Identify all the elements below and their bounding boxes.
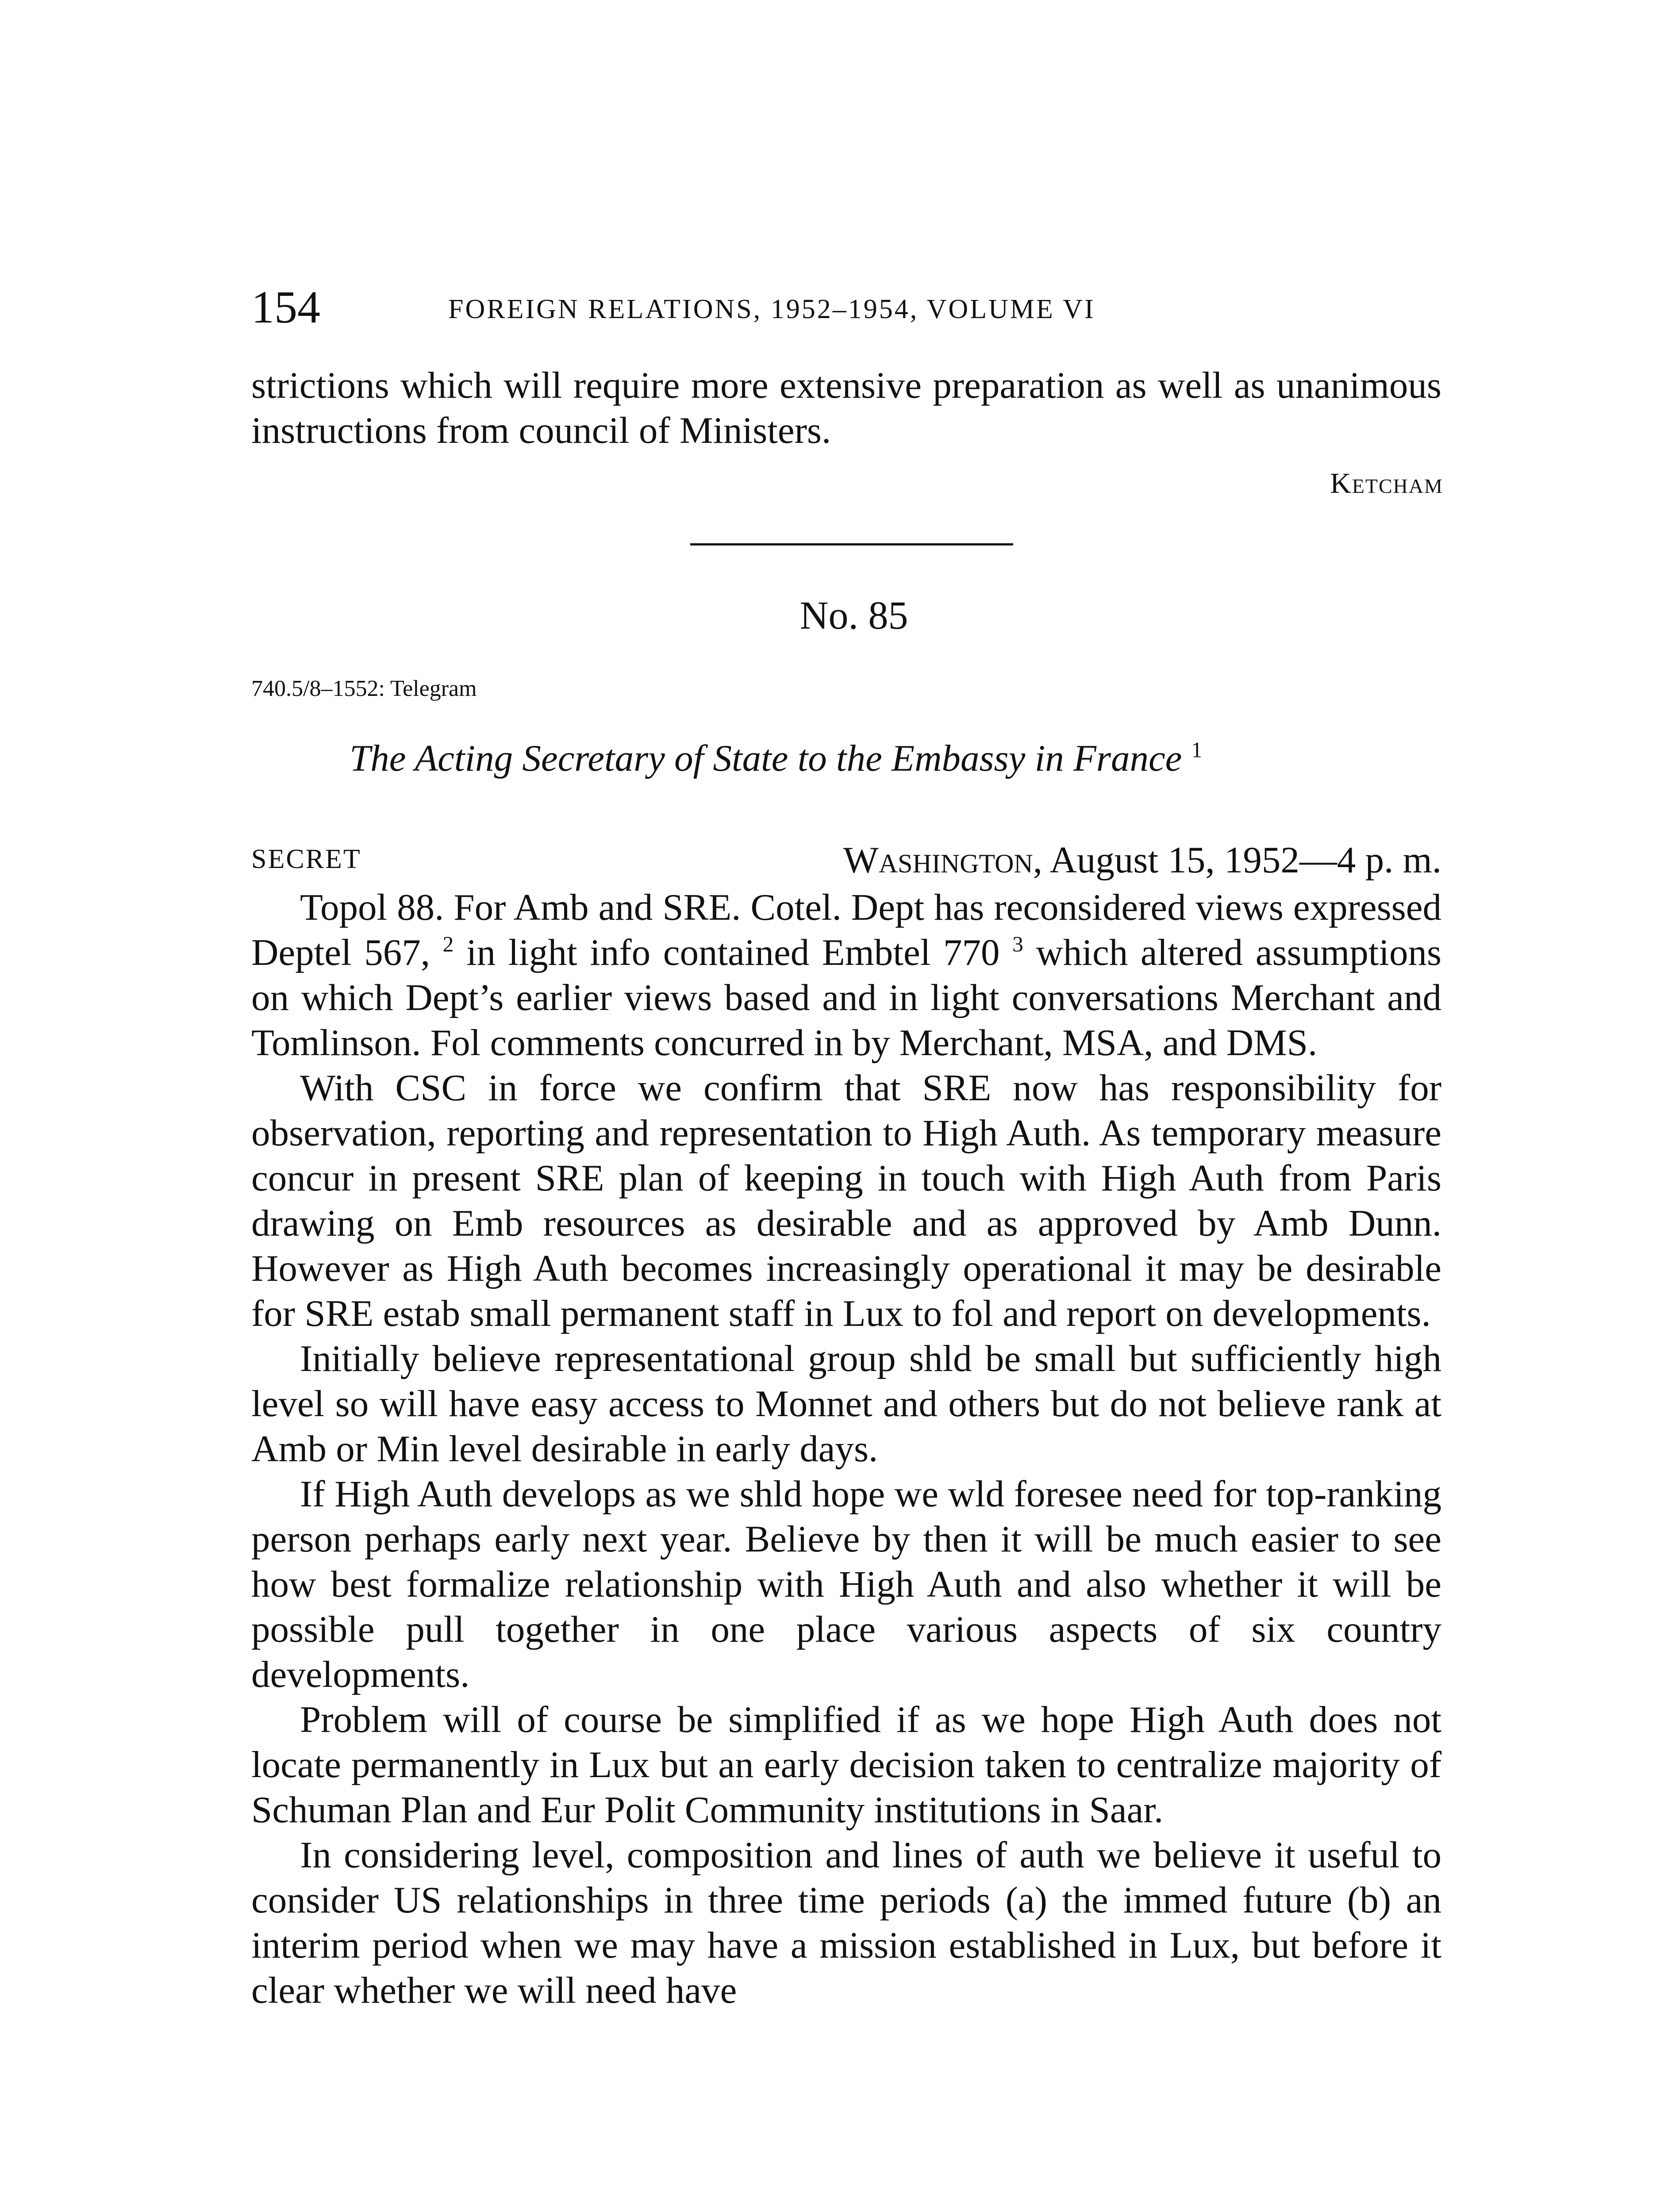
telegram-body (251, 885, 1441, 2013)
footnote-ref: 1 (1191, 737, 1203, 762)
running-head: FOREIGN RELATIONS, 1952–1954, VOLUME VI (448, 294, 1095, 324)
continuation-text: strictions which will require more extensive preparation as well as unanimous instructions from council of Ministers. (251, 365, 1441, 451)
signature: Ketcham (1330, 467, 1443, 499)
telegram-paragraph: In considering level, composition and lines of auth we believe it useful to consider US relationships in three time periods (a) the immed future (b) an interim period when we may have a mission established in Lux, but before it clear whether we will need have (251, 1834, 1441, 2011)
telegram-paragraph: Initially believe representational group shld be small but sufficiently high level so will have easy access to Monnet and others but do not believe rank at Amb or Min level desirable in early days. (251, 1338, 1441, 1470)
file-reference: 740.5/8–1552: Telegram (251, 676, 477, 701)
document-number: No. 85 (799, 594, 908, 637)
telegram-paragraph: Problem will of course be simplified if as we hope High Auth does not locate permanently in Lux but an early decision taken to centralize majority of Schuman Plan and Eur Polit Community institutions in Saar. (251, 1699, 1441, 1831)
dateline-place: Washington, (843, 839, 1042, 881)
section-divider (690, 543, 1013, 545)
dateline-date: August 15, 1952—4 p. m. (1049, 839, 1441, 881)
document-title-text: The Acting Secretary of State to the Embassy in France (350, 737, 1182, 779)
page-header (251, 274, 1446, 341)
page-number: 154 (251, 282, 320, 333)
paragraph-text: Topol 88. For Amb and SRE. Cotel. Dept has reconsidered views expressed Deptel 567, (251, 887, 1441, 973)
paragraph-text: in light info contained Embtel 770 (466, 932, 1000, 973)
telegram-paragraph (251, 885, 1441, 1065)
dateline (843, 838, 1441, 882)
footnote-ref: 2 (442, 932, 454, 956)
document-title (350, 737, 1202, 780)
footnote-ref: 3 (1012, 932, 1023, 956)
classification: SECRET (251, 844, 361, 874)
telegram-paragraph: With CSC in force we confirm that SRE now has responsibility for observation, reporting and representation to High Auth. As temporary measure concur in present SRE plan of keeping in touch with High Auth from Paris drawing on Emb resources as desirable and as approved by Amb Dunn. However as High Auth becomes increasingly operational it may be desirable for SRE estab small permanent staff in Lux to fol and report on developments. (251, 1067, 1441, 1334)
paragraph-text: which altered assumptions on which Dept’s earlier views based and in light conversations Merchant and Tomlinson. Fol comments concurred in by Merchant, MSA, and DMS. (251, 932, 1442, 1064)
telegram-paragraph: If High Auth develops as we shld hope we wld foresee need for top-ranking person perhaps early next year. Believe by then it will be much easier to see how best formalize relationship with High Auth and also whether it will be possible pull together in one place various aspects of six country developments. (251, 1473, 1441, 1695)
